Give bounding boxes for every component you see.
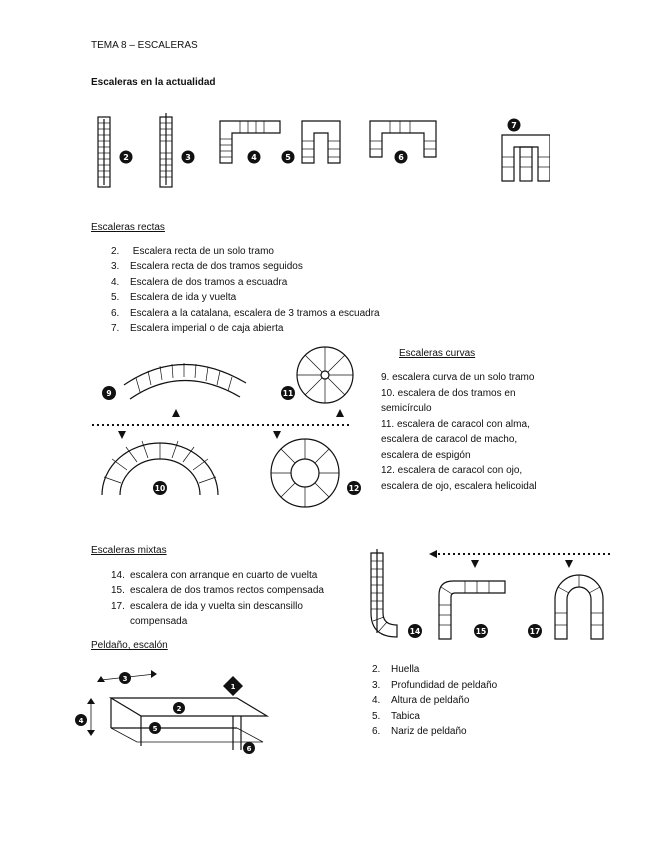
- fig-label: 4: [251, 153, 257, 162]
- page-header: TEMA 8 – ESCALERAS: [91, 40, 198, 51]
- list-item: 4. Altura de peldaño: [372, 695, 470, 706]
- text-line: escalera de caracol de macho,: [381, 434, 518, 445]
- list-item: 4. Escalera de dos tramos a escuadra: [111, 277, 288, 288]
- fig-label: 2: [123, 153, 129, 162]
- text-line: 12. escalera de caracol con ojo,: [381, 465, 523, 476]
- list-item: 5. Escalera de ida y vuelta: [111, 292, 237, 303]
- step-anatomy-figure: [75, 668, 275, 768]
- fig-label: 5: [285, 153, 291, 162]
- text-line: 11. escalera de caracol con alma,: [381, 419, 530, 430]
- list-item: 2. Escalera recta de un solo tramo: [111, 246, 274, 257]
- fig-label: 2: [176, 705, 182, 713]
- section-heading-rectas: Escaleras rectas: [91, 222, 165, 233]
- list-item: 3. Escalera recta de dos tramos seguidos: [111, 261, 303, 272]
- list-item: 3. Profundidad de peldaño: [372, 680, 498, 691]
- list-item: 6. Nariz de peldaño: [372, 726, 467, 737]
- fig-label: 12: [348, 484, 360, 493]
- list-item: 6. Escalera a la catalana, escalera de 3 tramos a escuadra: [111, 308, 380, 319]
- fig-label: 7: [511, 121, 517, 130]
- fig-label: 9: [106, 389, 112, 398]
- list-item: compensada: [130, 616, 188, 627]
- list-item: 7. Escalera imperial o de caja abierta: [111, 323, 284, 334]
- stair-types-figure: [90, 105, 550, 195]
- curved-stairs-figure: [90, 345, 370, 515]
- fig-label: 4: [78, 717, 84, 725]
- section-heading-actualidad: Escaleras en la actualidad: [91, 77, 216, 88]
- fig-label: 5: [152, 725, 158, 733]
- fig-label: 6: [246, 745, 252, 753]
- section-heading-curvas: Escaleras curvas: [399, 348, 476, 359]
- fig-label: 11: [282, 389, 294, 398]
- list-item: 15. escalera de dos tramos rectos compensada: [111, 585, 324, 596]
- fig-label: 15: [475, 627, 487, 636]
- text-line: semicírculo: [381, 403, 432, 414]
- mixed-stairs-figure: [365, 543, 615, 643]
- fig-label: 10: [154, 484, 166, 493]
- text-line: 10. escalera de dos tramos en: [381, 388, 516, 399]
- fig-label: 3: [122, 675, 128, 683]
- list-item: 5. Tabica: [372, 711, 420, 722]
- fig-label: 6: [398, 153, 404, 162]
- section-heading-mixtas: Escaleras mixtas: [91, 545, 167, 556]
- text-line: 9. escalera curva de un solo tramo: [381, 372, 535, 383]
- fig-label: 14: [409, 627, 421, 636]
- text-line: escalera de espigón: [381, 450, 471, 461]
- section-heading-peldano: Peldaño, escalón: [91, 640, 168, 651]
- fig-label: 3: [185, 153, 191, 162]
- list-item: 14. escalera con arranque en cuarto de vuelta: [111, 570, 318, 581]
- fig-label: 17: [529, 627, 541, 636]
- text-line: escalera de ojo, escalera helicoidal: [381, 481, 537, 492]
- list-item: 2. Huella: [372, 664, 420, 675]
- fig-label: 1: [230, 683, 236, 691]
- list-item: 17. escalera de ida y vuelta sin descansillo: [111, 601, 303, 612]
